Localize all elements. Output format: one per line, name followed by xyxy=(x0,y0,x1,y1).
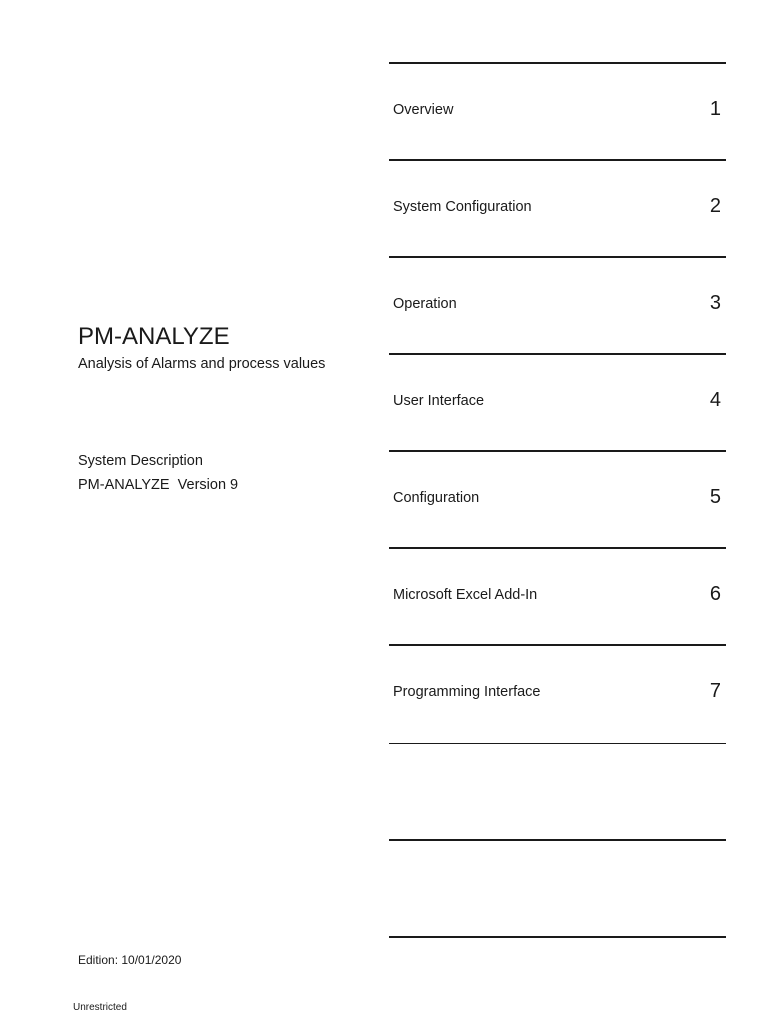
toc-entry-number: 3 xyxy=(709,292,721,314)
toc-entry-number: 5 xyxy=(709,486,721,508)
document-subtitle: Analysis of Alarms and process values xyxy=(78,356,326,372)
toc-entry-operation[interactable] xyxy=(389,289,726,319)
toc-entry-label: Programming Interface xyxy=(393,684,541,700)
document-type: System Description xyxy=(78,453,203,469)
toc-entry-label: User Interface xyxy=(393,393,485,409)
toc-entry-label: Configuration xyxy=(393,490,480,506)
toc-divider xyxy=(389,547,726,549)
toc-entry-number: 2 xyxy=(709,195,721,217)
toc-entry-system-configuration[interactable] xyxy=(389,192,726,222)
toc-entry-label: Microsoft Excel Add-In xyxy=(393,587,538,603)
toc-entry-programming-interface[interactable] xyxy=(389,677,726,707)
toc-entry-number: 7 xyxy=(709,680,721,702)
toc-entry-configuration[interactable] xyxy=(389,483,726,513)
edition-date: Edition: 10/01/2020 xyxy=(78,953,182,967)
toc-divider xyxy=(389,644,726,646)
toc-entry-number: 6 xyxy=(709,583,721,605)
toc-divider xyxy=(389,839,726,841)
table-of-contents xyxy=(389,62,726,940)
toc-entry-number: 1 xyxy=(709,98,721,120)
toc-entry-user-interface[interactable] xyxy=(389,386,726,416)
toc-divider xyxy=(389,743,726,744)
toc-entry-label: System Configuration xyxy=(393,199,532,215)
toc-entry-excel-add-in[interactable] xyxy=(389,580,726,610)
classification-label: Unrestricted xyxy=(73,1002,127,1013)
toc-divider xyxy=(389,256,726,258)
toc-entry-overview[interactable] xyxy=(389,95,726,125)
product-version: PM-ANALYZE Version 9 xyxy=(78,477,239,493)
toc-entry-label: Overview xyxy=(393,102,454,118)
toc-divider xyxy=(389,159,726,161)
toc-divider xyxy=(389,62,726,64)
toc-divider xyxy=(389,353,726,355)
toc-entry-number: 4 xyxy=(709,389,721,411)
toc-entry-label: Operation xyxy=(393,296,457,312)
document-title: PM-ANALYZE xyxy=(78,323,230,350)
toc-divider xyxy=(389,450,726,452)
toc-divider xyxy=(389,936,726,938)
